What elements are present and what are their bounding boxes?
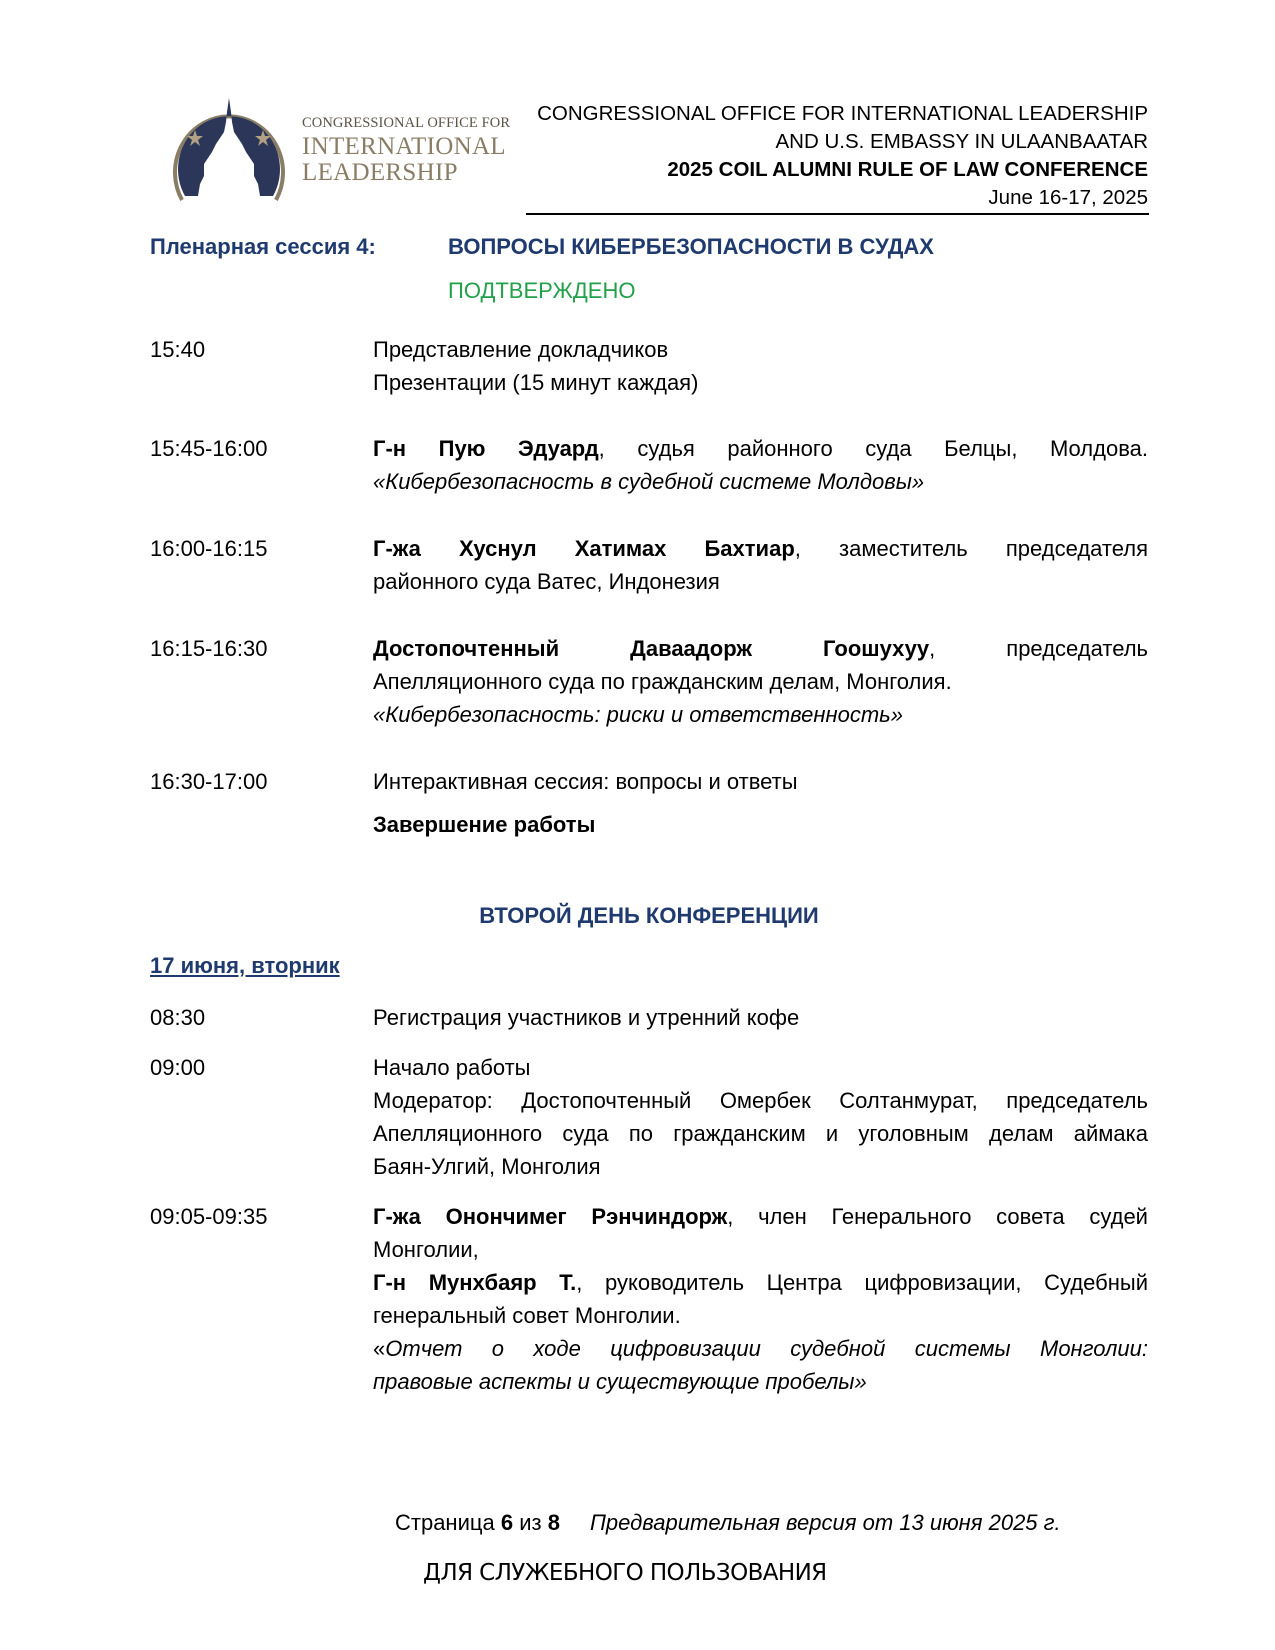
presentation-topic: «Кибербезопасность в судебной системе Молдовы»: [373, 469, 925, 494]
agenda-time: 16:15-16:30: [150, 636, 268, 661]
speaker-role-cont: Монголии,: [373, 1237, 479, 1262]
speaker-name: Достопочтенный Даваадорж Гоошухуу: [373, 636, 930, 661]
speaker-name: Г-жа Онончимег Рэнчиндорж: [373, 1204, 728, 1229]
speaker-role: , руководитель Центра цифровизации, Судебный: [576, 1270, 1148, 1295]
classification-marking: ДЛЯ СЛУЖЕБНОГО ПОЛЬЗОВАНИЯ: [423, 1560, 827, 1586]
header-conference-title: 2025 COIL ALUMNI RULE OF LAW CONFERENCE: [667, 158, 1148, 181]
document-header: [537, 100, 1148, 212]
speaker-role: , член Генерального совета судей: [727, 1204, 1148, 1229]
presentation-topic-cont: правовые аспекты и существующие пробелы»: [373, 1369, 867, 1394]
session-status: ПОДТВЕРЖДЕНО: [448, 278, 636, 303]
agenda-time: 15:40: [150, 337, 206, 362]
session-label: Пленарная сессия 4:: [150, 234, 376, 259]
logo-line-2: INTERNATIONAL: [302, 132, 506, 160]
page-current: 6: [500, 1510, 514, 1535]
speaker-name: Г-н Мунхбаяр Т.: [373, 1270, 577, 1295]
agenda-time: 09:05-09:35: [150, 1204, 268, 1229]
agenda-text: Презентации (15 минут каждая): [373, 370, 699, 395]
of-word: из: [519, 1510, 542, 1535]
page-footer: [395, 1510, 1061, 1536]
speaker-role: , председатель: [929, 636, 1148, 661]
speaker-role: , судья районного суда Белцы, Молдова.: [598, 436, 1149, 461]
speaker-role: , заместитель председателя: [794, 536, 1149, 561]
closing-label: Завершение работы: [373, 812, 596, 837]
session-title: ВОПРОСЫ КИБЕРБЕЗОПАСНОСТИ В СУДАХ: [448, 234, 934, 259]
agenda-time: 16:00-16:15: [150, 536, 268, 561]
agenda-text: Интерактивная сессия: вопросы и ответы: [373, 769, 798, 794]
moderator-text: Апелляционного суда по гражданским и уголовным делам аймака: [373, 1121, 1148, 1146]
speaker-name: Г-жа Хуснул Хатимах Бахтиар: [373, 536, 795, 561]
presentation-topic: Отчет о ходе цифровизации судебной системы Монголии:: [385, 1336, 1148, 1361]
speaker-role-cont: генеральный совет Монголии.: [373, 1303, 681, 1328]
presentation-topic: «Кибербезопасность: риски и ответственность»: [373, 702, 903, 727]
header-organizer: CONGRESSIONAL OFFICE FOR INTERNATIONAL LEADERSHIP: [537, 102, 1148, 125]
logo-line-3: LEADERSHIP: [302, 158, 458, 186]
version-note: Предварительная версия от 13 июня 2025 г.: [589, 1510, 1061, 1535]
topic-open-quote: «: [373, 1336, 386, 1361]
day-two-date: 17 июня, вторник: [150, 953, 340, 978]
speaker-role-cont: районного суда Ватес, Индонезия: [373, 569, 720, 594]
header-divider: [526, 213, 1149, 215]
agenda-text: Представление докладчиков: [373, 337, 669, 362]
moderator-text: Модератор: Достопочтенный Омербек Солтанмурат, председатель: [373, 1088, 1148, 1113]
agenda-time: 09:00: [150, 1055, 206, 1080]
agenda-text: Начало работы: [373, 1055, 531, 1080]
speaker-role-cont: Апелляционного суда по гражданским делам, Монголия.: [373, 669, 952, 694]
agenda-time: 15:45-16:00: [150, 436, 268, 461]
moderator-text: Баян-Улгий, Монголия: [373, 1154, 601, 1179]
agenda-time: 16:30-17:00: [150, 769, 268, 794]
speaker-name: Г-н Пую Эдуард: [373, 436, 599, 461]
page-word: Страница: [395, 1510, 495, 1535]
day-two-heading: ВТОРОЙ ДЕНЬ КОНФЕРЕНЦИИ: [479, 903, 819, 928]
header-dates: June 16-17, 2025: [988, 186, 1148, 209]
logo-line-1: CONGRESSIONAL OFFICE FOR: [302, 115, 511, 131]
header-co-organizer: AND U.S. EMBASSY IN ULAANBAATAR: [775, 130, 1148, 153]
capitol-dome-emblem-icon: [170, 92, 288, 204]
agenda-time: 08:30: [150, 1005, 206, 1030]
coil-logo: [170, 92, 515, 204]
page-total: 8: [547, 1510, 560, 1535]
agenda-text: Регистрация участников и утренний кофе: [373, 1005, 800, 1030]
